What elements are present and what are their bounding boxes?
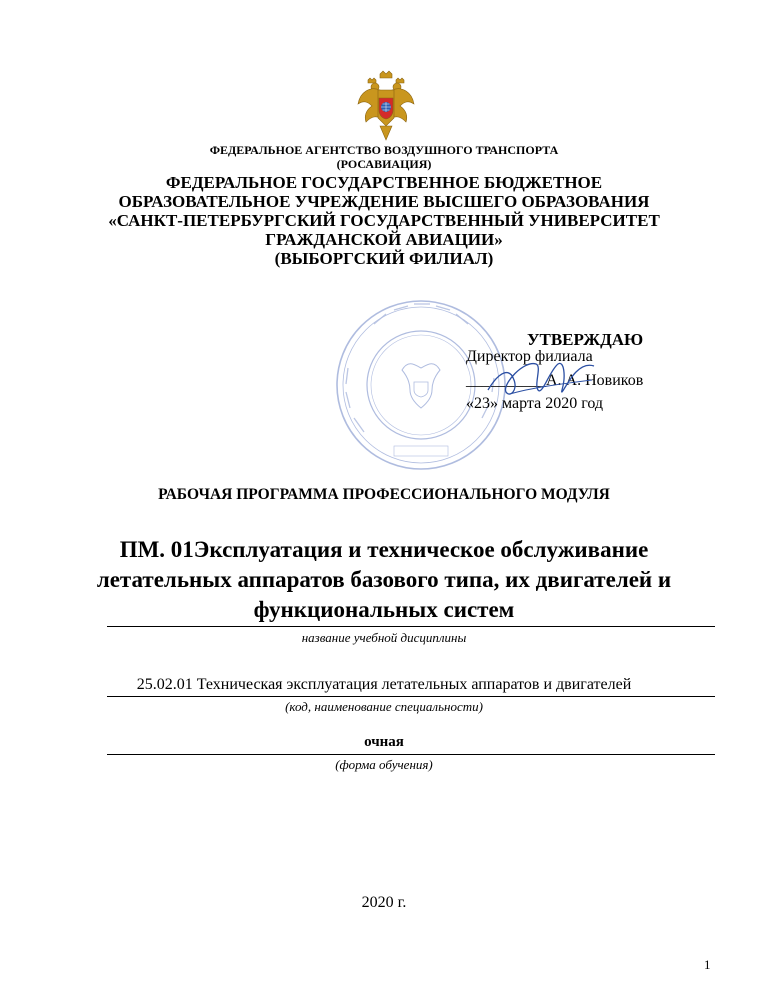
program-title-line1: ПМ. 01Эксплуатация и техническое обслуживание: [119, 537, 649, 562]
specialty-underline: [107, 696, 715, 697]
institution-line1: ФЕДЕРАЛЬНОЕ ГОСУДАРСТВЕННОЕ БЮДЖЕТНОЕ: [165, 173, 603, 192]
coat-of-arms-emblem: [356, 70, 416, 142]
document-year: 2020 г.: [361, 894, 407, 911]
agency-name-line1: ФЕДЕРАЛЬНОЕ АГЕНТСТВО ВОЗДУШНОГО ТРАНСПОРТА: [209, 143, 559, 157]
institution-line4: ГРАЖДАНСКОЙ АВИАЦИИ»: [265, 230, 503, 249]
director-signature: [480, 350, 600, 410]
study-form-underline: [107, 754, 715, 755]
title-caption: название учебной дисциплины: [301, 630, 467, 645]
agency-name-line2: (РОСАВИАЦИЯ): [336, 157, 432, 171]
title-underline: [107, 626, 715, 627]
institution-line2: ОБРАЗОВАТЕЛЬНОЕ УЧРЕЖДЕНИЕ ВЫСШЕГО ОБРАЗОВАНИЯ: [118, 192, 650, 211]
approval-signature-line: __________А. А. Новиков: [466, 372, 644, 389]
program-title-line3: функциональных систем: [253, 597, 515, 622]
institution-line3: «САНКТ-ПЕТЕРБУРГСКИЙ ГОСУДАРСТВЕННЫЙ УНИВЕРСИТЕТ: [108, 211, 660, 230]
approval-position: Директор филиала: [466, 348, 593, 365]
specialty-caption: (код, наименование специальности): [285, 699, 483, 714]
institution-line5: (ВЫБОРГСКИЙ ФИЛИАЛ): [274, 249, 494, 268]
specialty-text: 25.02.01 Техническая эксплуатация летательных аппаратов и двигателей: [136, 676, 632, 693]
program-heading: РАБОЧАЯ ПРОГРАММА ПРОФЕССИОНАЛЬНОГО МОДУЛЯ: [158, 486, 610, 503]
study-form: очная: [364, 734, 404, 750]
page-number: 1: [704, 957, 711, 972]
approval-date: «23» марта 2020 год: [466, 395, 604, 412]
approval-title: УТВЕРЖДАЮ: [527, 330, 644, 349]
program-title-line2: летательных аппаратов базового типа, их двигателей и: [96, 567, 672, 592]
study-form-caption: (форма обучения): [335, 757, 433, 772]
